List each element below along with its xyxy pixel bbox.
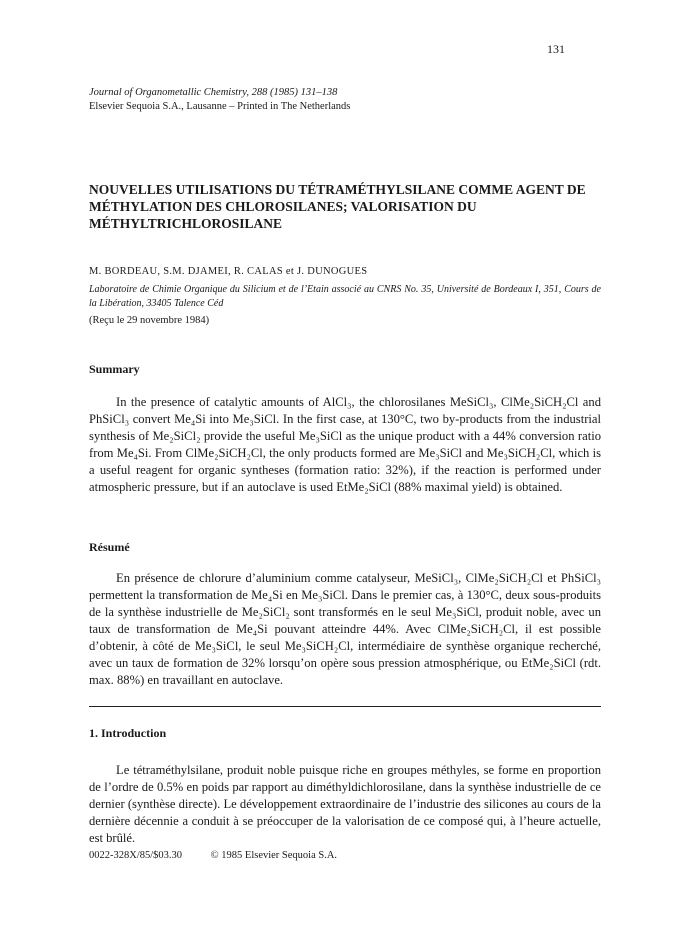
journal-citation: Journal of Organometallic Chemistry, 288 (1985) 131–138 <box>89 87 338 98</box>
copyright: © 1985 Elsevier Sequoia S.A. <box>210 850 338 861</box>
affiliation: Laboratoire de Chimie Organique du Silicium et de l’Etain associé au CNRS No. 35, Université de Bordeaux I, 351, Cours de la Libération, 33405 Talence Céd <box>89 284 601 309</box>
authors: M. BORDEAU, S.M. DJAMEI, R. CALAS et J. DUNOGUES <box>89 266 368 277</box>
section-divider <box>89 706 601 707</box>
resume-paragraph <box>89 570 601 689</box>
introduction-paragraph <box>89 762 601 847</box>
page-number: 131 <box>547 42 565 56</box>
publisher-line: Elsevier Sequoia S.A., Lausanne – Printed in The Netherlands <box>89 101 351 112</box>
journal-header <box>89 86 350 114</box>
issn-code: 0022-328X/85/$03.30 <box>89 850 183 861</box>
summary-heading: Summary <box>89 362 140 376</box>
resume-heading: Résumé <box>89 540 130 554</box>
summary-paragraph <box>89 394 601 496</box>
received-date: (Reçu le 29 novembre 1984) <box>89 315 210 326</box>
summary-text: In the presence of catalytic amounts of AlCl₃, the chlorosilanes MeSiCl₃, ClMe₂SiCH₂Cl and PhSiCl₃ convert Me₄Si into Me₃SiCl. In the first case, at 130°C, two by-products from the industrial synthesis of Me₂SiCl₂ provide the useful Me₃SiCl as the unique product with a 44% conversion ratio from Me₄Si. From ClMe₂SiCH₂Cl, the only products formed are Me₃SiCl and Me₃SiCH₂Cl, which is a useful reagent for organic syntheses (formation ratio: 32%), if the reaction is performed under atmospheric pressure, but if an autoclave is used EtMe₂SiCl (88% maximal yield) is obtained. <box>89 395 601 494</box>
introduction-heading: 1. Introduction <box>89 726 167 740</box>
resume-text: En présence de chlorure d’aluminium comme catalyseur, MeSiCl₃, ClMe₂SiCH₂Cl et PhSiCl₃ permettent la transformation de Me₄Si en Me₃SiCl. Dans le premier cas, à 130°C, deux sous-produits de la synthèse industrielle de Me₂SiCl₂ sont transformés en le seul Me₃SiCl, produit noble, avec un taux de transformation de Me₄Si pouvant atteindre 44%. Avec ClMe₂SiCH₂Cl, il est possible d’obtenir, à côté de Me₃SiCl, le seul Me₃SiCH₂Cl, intermédiaire de synthèse organique recherché, avec un taux de formation de 32% lorsqu’on opère sous pression atmosphérique, ou EtMe₂SiCl (rdt. max. 88%) en travaillant en autoclave. <box>89 571 601 687</box>
introduction-text: Le tétraméthylsilane, produit noble puisque riche en groupes méthyles, se forme en proportion de l’ordre de 0.5% en poids par rapport au diméthyldichlorosilane, dans la synthèse industrielle de ce dernier (synthèse directe). Le développement extraordinaire de l’industrie des silicones au cours de la dernière décennie a conduit à se préoccuper de la valorisation de ce composé qui, à l’heure actuelle, est brûlé. <box>89 763 601 845</box>
footer <box>89 850 363 861</box>
article-title: NOUVELLES UTILISATIONS DU TÉTRAMÉTHYLSILANE COMME AGENT DE MÉTHYLATION DES CHLOROSILANES; VALORISATION DU MÉTHYLTRICHLOROSILANE <box>89 182 586 231</box>
